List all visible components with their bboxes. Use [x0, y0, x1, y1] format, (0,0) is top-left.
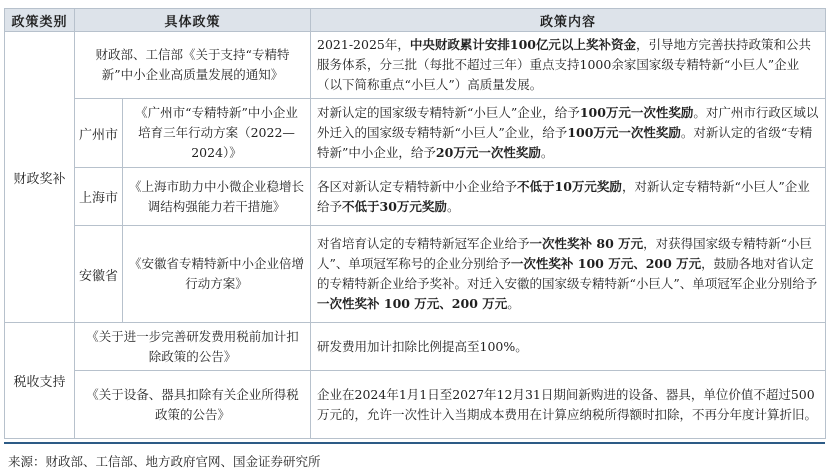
body-text: ，鼓励各地对省认定的专精特新企业给予奖补。对迁入安徽的国家级专精特新“小巨人”、单项冠军企业分别给予: [317, 256, 818, 291]
category-fiscal: 财政奖补: [5, 32, 75, 323]
emphasis-text: 不低于30万元奖励: [342, 198, 447, 214]
body-text: ，引导地方完善扶持政策和公共服务体系，分三批（每批不超过三年）重点支持1000余家国家级专精特新“小巨人”企业（以下简称重点“小巨人”）高质量发展。: [317, 37, 811, 92]
source-note: 来源：财政部、工信部、地方政府官网、国金证券研究所: [8, 454, 321, 469]
header-policy: 具体政策: [75, 9, 311, 32]
policy-content: [311, 226, 826, 323]
emphasis-text: 100万元一次性奖励: [567, 125, 681, 140]
body-text: 2021-2025年，: [317, 37, 410, 52]
policy-content: [311, 371, 826, 439]
body-text: 。对新认定的省级“专精特新”中小企业，给予: [317, 125, 813, 160]
table-row: [5, 168, 826, 226]
body-text: ，对新认定专精特新“小巨人”企业给予: [317, 178, 810, 214]
body-text: 企业在2024年1月1日至2027年12月31日期间新购进的设备、器具，单位价值不超过500万元的，允许一次性计入当期成本费用在计算应纳税所得额时扣除，不再分年度计算折旧。: [317, 386, 818, 422]
policy-doc: 财政部、工信部《关于支持“专精特新”中小企业高质量发展的通知》: [75, 32, 311, 99]
region-label: 广州市: [75, 99, 123, 168]
region-label: 安徽省: [75, 226, 123, 323]
header-content: 政策内容: [311, 9, 826, 32]
table-row: [5, 371, 826, 439]
category-tax: 税收支持: [5, 323, 75, 439]
body-text: 。: [507, 296, 520, 311]
body-text: 。: [446, 198, 460, 214]
emphasis-text: 20万元一次性奖励: [435, 145, 541, 160]
emphasis-text: 100万元一次性奖励: [579, 105, 694, 120]
emphasis-text: 不低于10万元奖励: [517, 178, 622, 194]
emphasis-text: 一次性奖补 80 万元: [529, 236, 644, 251]
source-divider: [4, 442, 825, 444]
policy-content: [311, 323, 826, 371]
policy-doc: 《关于进一步完善研发费用税前加计扣除政策的公告》: [75, 323, 311, 371]
policy-content: [311, 168, 826, 226]
header-row: [5, 9, 826, 32]
table-row: [5, 99, 826, 168]
emphasis-text: 一次性奖补 100 万元、200 万元: [510, 256, 702, 271]
policy-table: [4, 8, 826, 439]
emphasis-text: 中央财政累计安排100亿元以上奖补资金: [409, 37, 636, 52]
region-label: 上海市: [75, 168, 123, 226]
body-text: 各区对新认定专精特新中小企业给予: [317, 178, 518, 194]
body-text: 研发费用加计扣除比例提高至100%。: [317, 338, 528, 354]
table-row: [5, 323, 826, 371]
policy-content: [311, 32, 826, 99]
policy-doc: 《安徽省专精特新中小企业倍增行动方案》: [123, 226, 311, 323]
header-category: 政策类别: [5, 9, 75, 32]
body-text: 对省培育认定的专精特新冠军企业给予: [317, 236, 530, 251]
body-text: 。: [540, 145, 554, 160]
body-text: 。对广州市行政区域以外迁入的国家级专精特新“小巨人”企业，给予: [317, 105, 819, 140]
policy-doc: 《上海市助力中小微企业稳增长调结构强能力若干措施》: [123, 168, 311, 226]
policy-content: [311, 99, 826, 168]
table-row: [5, 32, 826, 99]
policy-doc: 《广州市“专精特新”中小企业培育三年行动方案（2022—2024）》: [123, 99, 311, 168]
policy-doc: 《关于设备、器具扣除有关企业所得税政策的公告》: [75, 371, 311, 439]
emphasis-text: 一次性奖补 100 万元、200 万元: [317, 296, 508, 311]
body-text: 对新认定的国家级专精特新“小巨人”企业，给予: [317, 105, 580, 120]
table-row: [5, 226, 826, 323]
body-text: ，对获得国家级专精特新“小巨人”、单项冠军称号的企业分别给予: [317, 236, 813, 271]
